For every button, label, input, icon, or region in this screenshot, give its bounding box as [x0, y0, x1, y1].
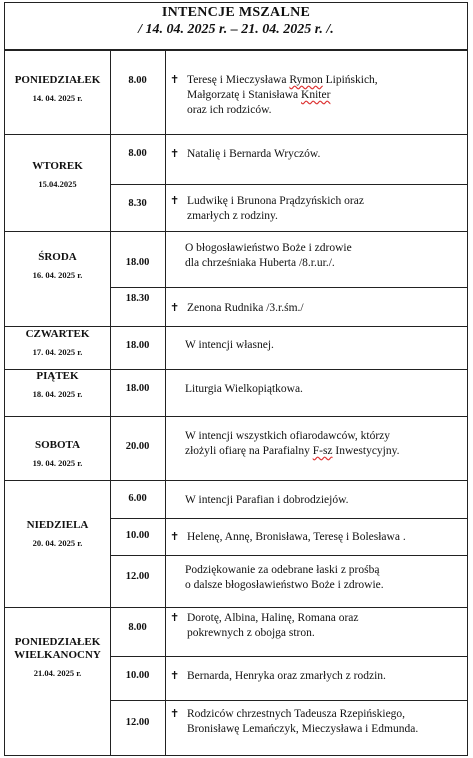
day-cell: [5, 519, 110, 549]
mass-time: 18.00: [125, 340, 150, 351]
day-date: 16. 04. 2025 r.: [32, 270, 83, 280]
mass-time: 8.00: [128, 75, 147, 86]
day-block: [4, 134, 468, 232]
day-block: [4, 416, 468, 481]
intention-text: [170, 669, 465, 684]
day-date: 17. 04. 2025 r.: [32, 347, 83, 357]
intention-line: Podziękowanie za odebrane łaski z prośbą: [185, 564, 380, 576]
day-name: PONIEDZIAŁEK WIELKANOCNY: [14, 636, 101, 661]
intention-text: [170, 194, 465, 224]
column-divider: [165, 50, 166, 134]
intention-line: Ludwikę i Brunona Prądzyńskich oraz: [187, 195, 364, 207]
mass-time: 8.00: [128, 148, 147, 159]
day-block: [4, 326, 468, 370]
day-name: CZWARTEK: [25, 328, 90, 340]
intention-text: [170, 611, 465, 641]
column-divider: [165, 481, 166, 607]
day-cell: [5, 370, 110, 400]
mass-time: 18.00: [125, 257, 150, 268]
intention-line: Dorotę, Albina, Halinę, Romana oraz: [187, 612, 359, 624]
page-title: INTENCJE MSZALNE: [161, 5, 311, 20]
intention-text: [170, 530, 465, 545]
day-cell: [5, 74, 110, 104]
intention-line: W intencji własnej.: [185, 339, 274, 351]
intention-text: [170, 429, 465, 459]
intention-text: [170, 301, 465, 316]
intention-line: dla chrześniaka Huberta /8.r.ur./.: [185, 257, 335, 269]
intention-line: oraz ich rodziców.: [187, 104, 272, 116]
intention-line: W intencji wszystkich ofiarodawców, którzy: [185, 430, 391, 442]
day-name: PIĄTEK: [36, 370, 79, 382]
cross-icon: ✝: [170, 612, 180, 624]
mass-time: 6.00: [128, 493, 147, 504]
intention-line: o dalsze błogosławieństwo Boże i zdrowie.: [185, 579, 384, 591]
mass-time: 8.30: [128, 198, 147, 209]
mass-time: 8.00: [128, 622, 147, 633]
day-name: SOBOTA: [34, 439, 81, 451]
intention-line: Zenona Rudnika /3.r.śm./: [187, 302, 304, 314]
day-cell: [5, 251, 110, 281]
intention-line: Bernarda, Henryka oraz zmarłych z rodzin.: [187, 670, 386, 682]
day-name: WTOREK: [32, 160, 83, 172]
cross-icon: ✝: [170, 148, 180, 160]
mass-time: 10.00: [125, 670, 150, 681]
cross-icon: ✝: [170, 708, 180, 720]
cross-icon: ✝: [170, 195, 180, 207]
day-cell: [5, 439, 110, 469]
intention-text: [170, 241, 465, 271]
day-date: 21.04. 2025 r.: [33, 668, 82, 678]
intention-text: [170, 73, 465, 118]
intention-line: złożyli ofiarę na Parafialny F-sz Inwestycyjny.: [185, 445, 400, 457]
intention-line: pokrewnych z obojga stron.: [187, 627, 315, 639]
intention-line: Rodziców chrzestnych Tadeusza Rzepińskiego,: [187, 708, 406, 720]
column-divider: [165, 608, 166, 755]
intentions-sheet: [4, 2, 468, 754]
mass-time: 12.00: [125, 717, 150, 728]
header: [4, 2, 468, 51]
day-cell: [5, 328, 110, 358]
mass-time: 18.00: [125, 383, 150, 394]
column-divider: [165, 417, 166, 480]
mass-time: 12.00: [125, 571, 150, 582]
row-divider: [110, 518, 467, 519]
mass-time: 10.00: [125, 530, 150, 541]
intention-text: [170, 338, 465, 353]
cross-icon: ✝: [170, 302, 180, 314]
intention-line: Bronisławę Lemańczyk, Mieczysława i Edmunda.: [187, 723, 419, 735]
day-date: 19. 04. 2025 r.: [32, 458, 83, 468]
row-divider: [110, 287, 467, 288]
intention-line: O błogosławieństwo Boże i zdrowie: [185, 242, 352, 254]
day-block: [4, 607, 468, 756]
day-name: NIEDZIELA: [26, 519, 89, 531]
day-date: 14. 04. 2025 r.: [32, 93, 83, 103]
column-divider: [165, 232, 166, 326]
day-block: [4, 231, 468, 327]
cross-icon: ✝: [170, 670, 180, 682]
row-divider: [110, 656, 467, 657]
mass-time: 20.00: [125, 441, 150, 452]
intention-text: [170, 493, 465, 508]
day-date: 20. 04. 2025 r.: [32, 538, 83, 548]
row-divider: [110, 555, 467, 556]
column-divider: [165, 327, 166, 369]
intention-line: Małgorzatę i Stanisława Kniter: [187, 89, 331, 101]
column-divider: [165, 135, 166, 231]
column-divider: [165, 370, 166, 416]
intention-line: Liturgia Wielkopiątkowa.: [185, 383, 303, 395]
day-date: 15.04.2025: [38, 179, 77, 189]
cross-icon: ✝: [170, 74, 180, 86]
mass-time: 18.30: [125, 293, 150, 304]
column-divider: [110, 50, 111, 134]
intention-line: Helenę, Annę, Bronisława, Teresę i Bolesława .: [187, 531, 406, 543]
day-name: ŚRODA: [38, 251, 77, 263]
day-name: PONIEDZIAŁEK: [14, 74, 101, 86]
intention-text: [170, 147, 465, 162]
intention-text: [170, 563, 465, 593]
column-divider: [110, 232, 111, 326]
row-divider: [110, 700, 467, 701]
row-divider: [110, 184, 467, 185]
day-block: [4, 49, 468, 135]
day-date: 18. 04. 2025 r.: [32, 389, 83, 399]
day-cell: [5, 636, 110, 679]
day-cell: [5, 160, 110, 190]
intention-line: zmarłych z rodziny.: [187, 210, 278, 222]
cross-icon: ✝: [170, 531, 180, 543]
intention-text: [170, 707, 465, 737]
intention-text: [170, 382, 465, 397]
day-block: [4, 369, 468, 417]
intention-line: Teresę i Mieczysława Rymon Lipińskich,: [187, 74, 378, 86]
day-block: [4, 480, 468, 608]
intention-line: Natalię i Bernarda Wryczów.: [187, 148, 321, 160]
date-range: / 14. 04. 2025 r. – 21. 04. 2025 r. /.: [138, 22, 334, 37]
intention-line: W intencji Parafian i dobrodziejów.: [185, 494, 349, 506]
